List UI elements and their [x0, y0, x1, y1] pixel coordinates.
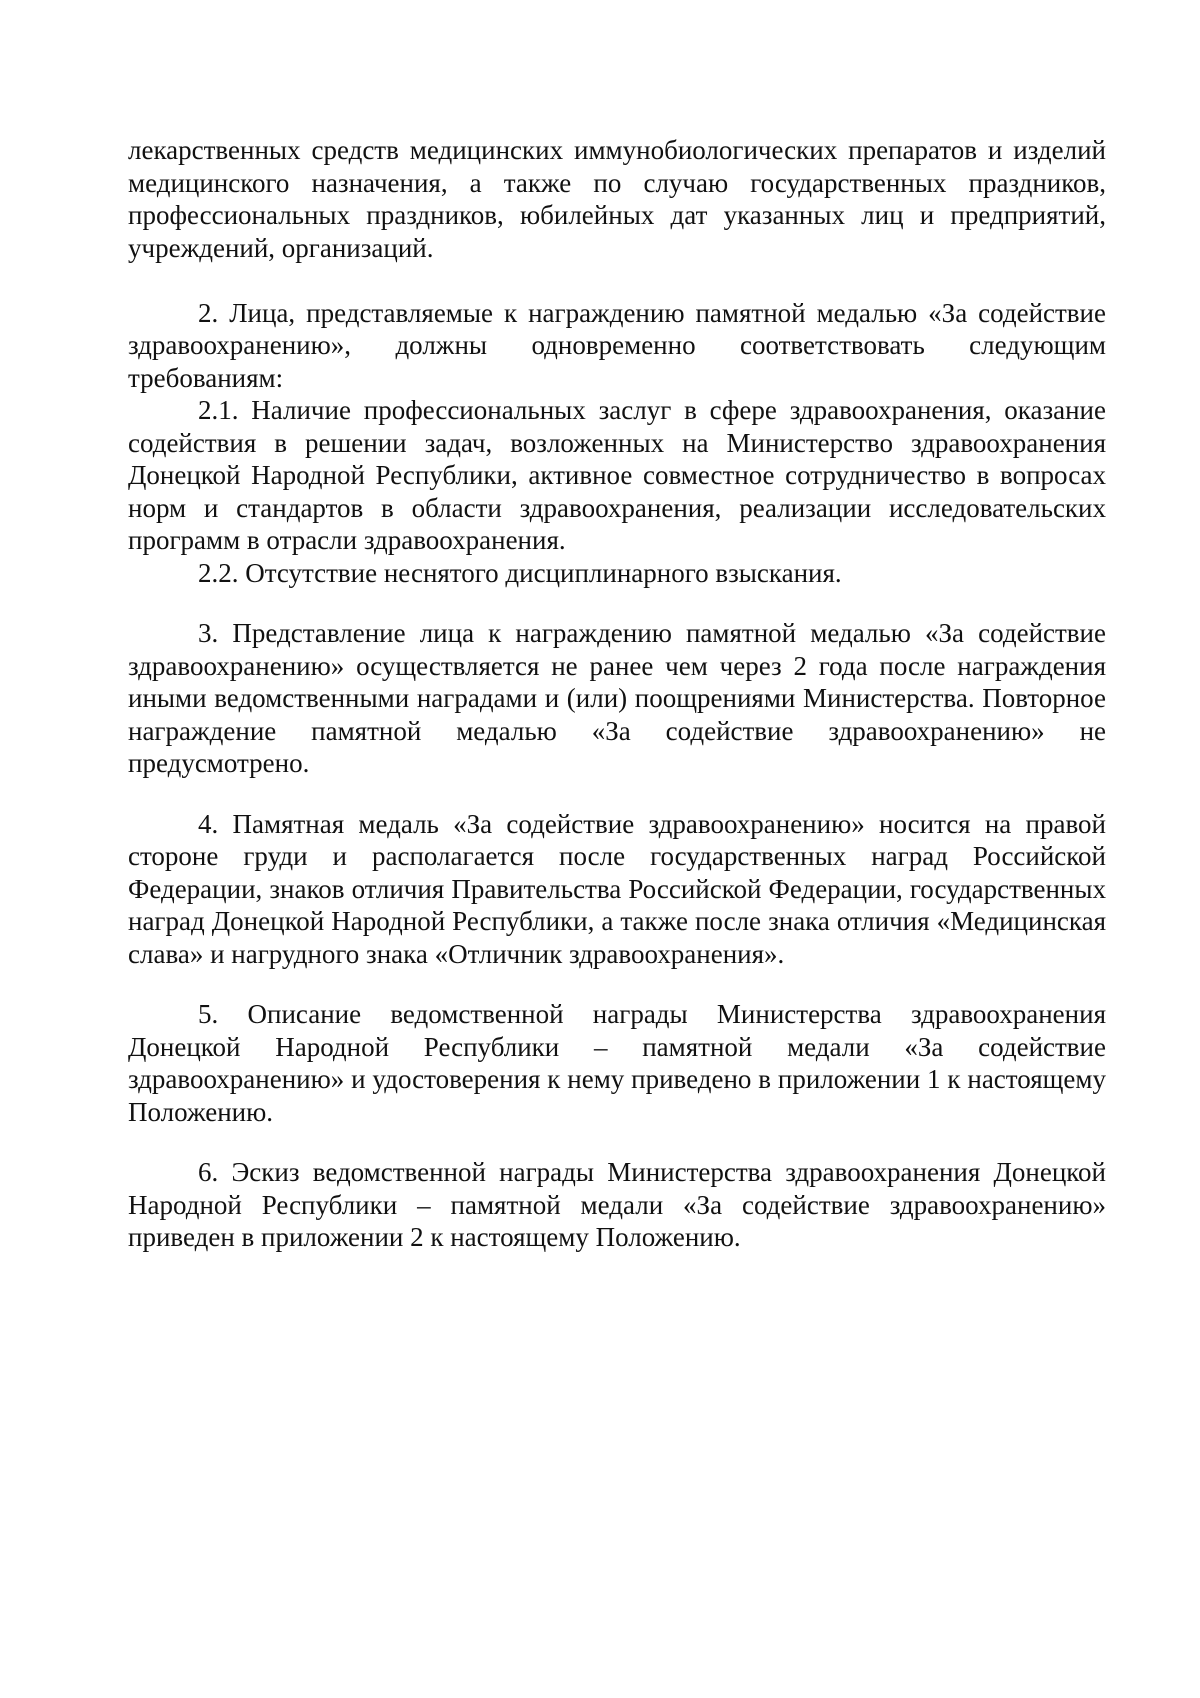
paragraph-gap [128, 780, 1106, 808]
paragraph-gap [128, 970, 1106, 998]
paragraph-3: 3. Представление лица к награждению памятной медалью «За содействие здравоохранению» осуществляется не ранее чем через 2 года после награждения иными ведомственными наградами и (или) поощрениями Министерства. Повторное награждение памятной медалью «За содействие здравоохранению» не предусмотрено. [128, 618, 1106, 778]
paragraph-2-1: 2.1. Наличие профессиональных заслуг в сфере здравоохранения, оказание содействия в решении задач, возложенных на Министерство здравоохранения Донецкой Народной Республики, активное совместное сотрудничество в вопросах норм и стандартов в области здравоохранения, реализации исследовательских программ в отрасли здравоохранения. [128, 395, 1106, 555]
paragraph-4: 4. Памятная медаль «За содействие здравоохранению» носится на правой стороне груди и располагается после государственных наград Российской Федерации, знаков отличия Правительства Российской Федерации, государственных наград Донецкой Народной Республики, а также после знака отличия «Медицинская слава» и нагрудного знака «Отличник здравоохранения». [128, 808, 1106, 969]
paragraph-2-2: 2.2. Отсутствие неснятого дисциплинарного взыскания. [198, 557, 842, 588]
paragraph-5: 5. Описание ведомственной награды Министерства здравоохранения Донецкой Народной Республики – памятной медали «За содействие здравоохранению» и удостоверения к нему приведено в приложении 1 к настоящему Положению. [128, 999, 1106, 1127]
paragraph-gap [128, 589, 1106, 617]
document-page [128, 134, 1106, 1254]
paragraph-gap [128, 264, 1106, 297]
paragraph-continuation: лекарственных средств медицинских иммунобиологических препаратов и изделий медицинского назначения, а также по случаю государственных праздников, профессиональных праздников, юбилейных дат указанных лиц и предприятий, учреждений, организаций. [128, 135, 1106, 263]
paragraph-2: 2. Лица, представляемые к награждению памятной медалью «За содействие здравоохранению», должны одновременно соответствовать следующим требованиям: [128, 297, 1106, 393]
paragraph-6: 6. Эскиз ведомственной награды Министерства здравоохранения Донецкой Народной Республики – памятной медали «За содействие здравоохранению» приведен в приложении 2 к настоящему Положению. [128, 1157, 1106, 1252]
paragraph-gap [128, 1128, 1106, 1156]
